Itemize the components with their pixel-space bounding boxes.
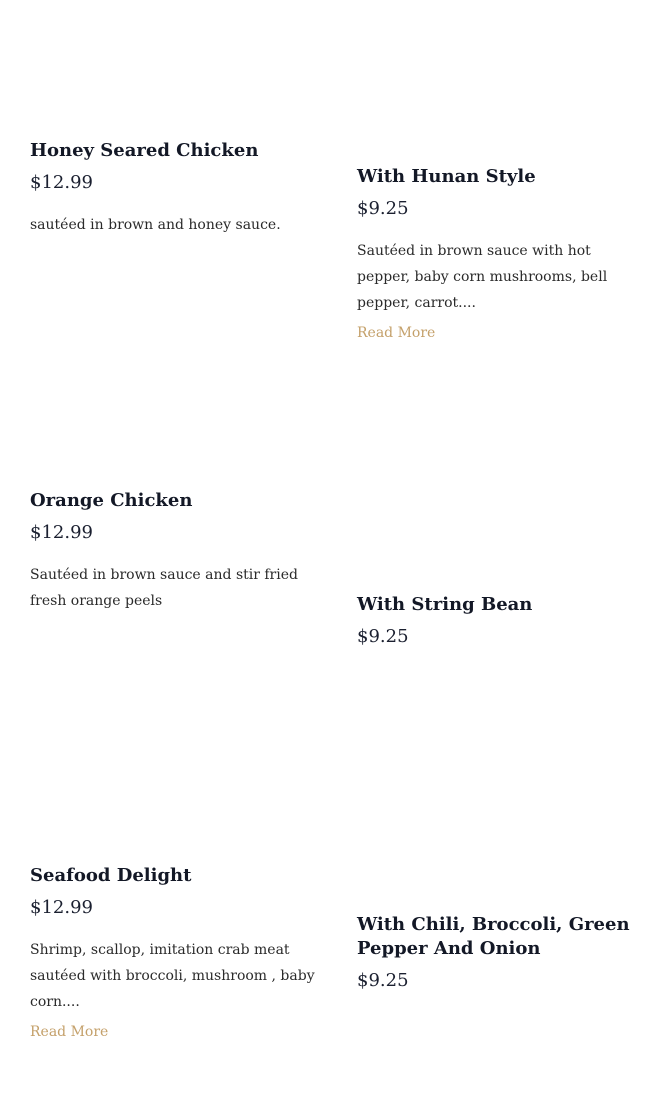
menu-item-honey-seared-chicken xyxy=(30,139,330,238)
menu-item-title[interactable]: Orange Chicken xyxy=(30,490,193,511)
menu-item-seafood-delight xyxy=(30,864,330,1045)
menu-item-price: $12.99 xyxy=(30,172,93,193)
menu-item-price: $12.99 xyxy=(30,522,93,543)
menu-item-title[interactable]: Seafood Delight xyxy=(30,865,192,886)
menu-item-price: $9.25 xyxy=(357,198,409,219)
menu-item-title[interactable]: With String Bean xyxy=(357,594,533,615)
menu-item-title[interactable]: Honey Seared Chicken xyxy=(30,140,259,161)
menu-item-orange-chicken xyxy=(30,489,330,614)
menu-item-description: Sautéed in brown sauce and stir fried fresh orange peels xyxy=(30,567,298,609)
menu-item-price: $9.25 xyxy=(357,626,409,647)
menu-item-price: $12.99 xyxy=(30,897,93,918)
menu-item-title[interactable]: With Chili, Broccoli, Green Pepper And Onion xyxy=(357,914,630,959)
menu-item-title[interactable]: With Hunan Style xyxy=(357,166,536,187)
read-more-link[interactable]: Read More xyxy=(30,1024,109,1040)
menu-item-with-chili-broccoli-green-pepper-and-onion xyxy=(357,913,647,993)
menu-item-description: Sautéed in brown sauce with hot pepper, baby corn mushrooms, bell pepper, carrot.... xyxy=(357,243,608,311)
menu-item-description: Shrimp, scallop, imitation crab meat sautéed with broccoli, mushroom , baby corn.... xyxy=(30,942,315,1010)
menu-item-with-string-bean xyxy=(357,593,647,649)
menu-item-price: $9.25 xyxy=(357,970,409,991)
menu-item-with-hunan-style xyxy=(357,165,647,346)
read-more-link[interactable]: Read More xyxy=(357,325,436,341)
menu-item-description: sautéed in brown and honey sauce. xyxy=(30,217,281,233)
